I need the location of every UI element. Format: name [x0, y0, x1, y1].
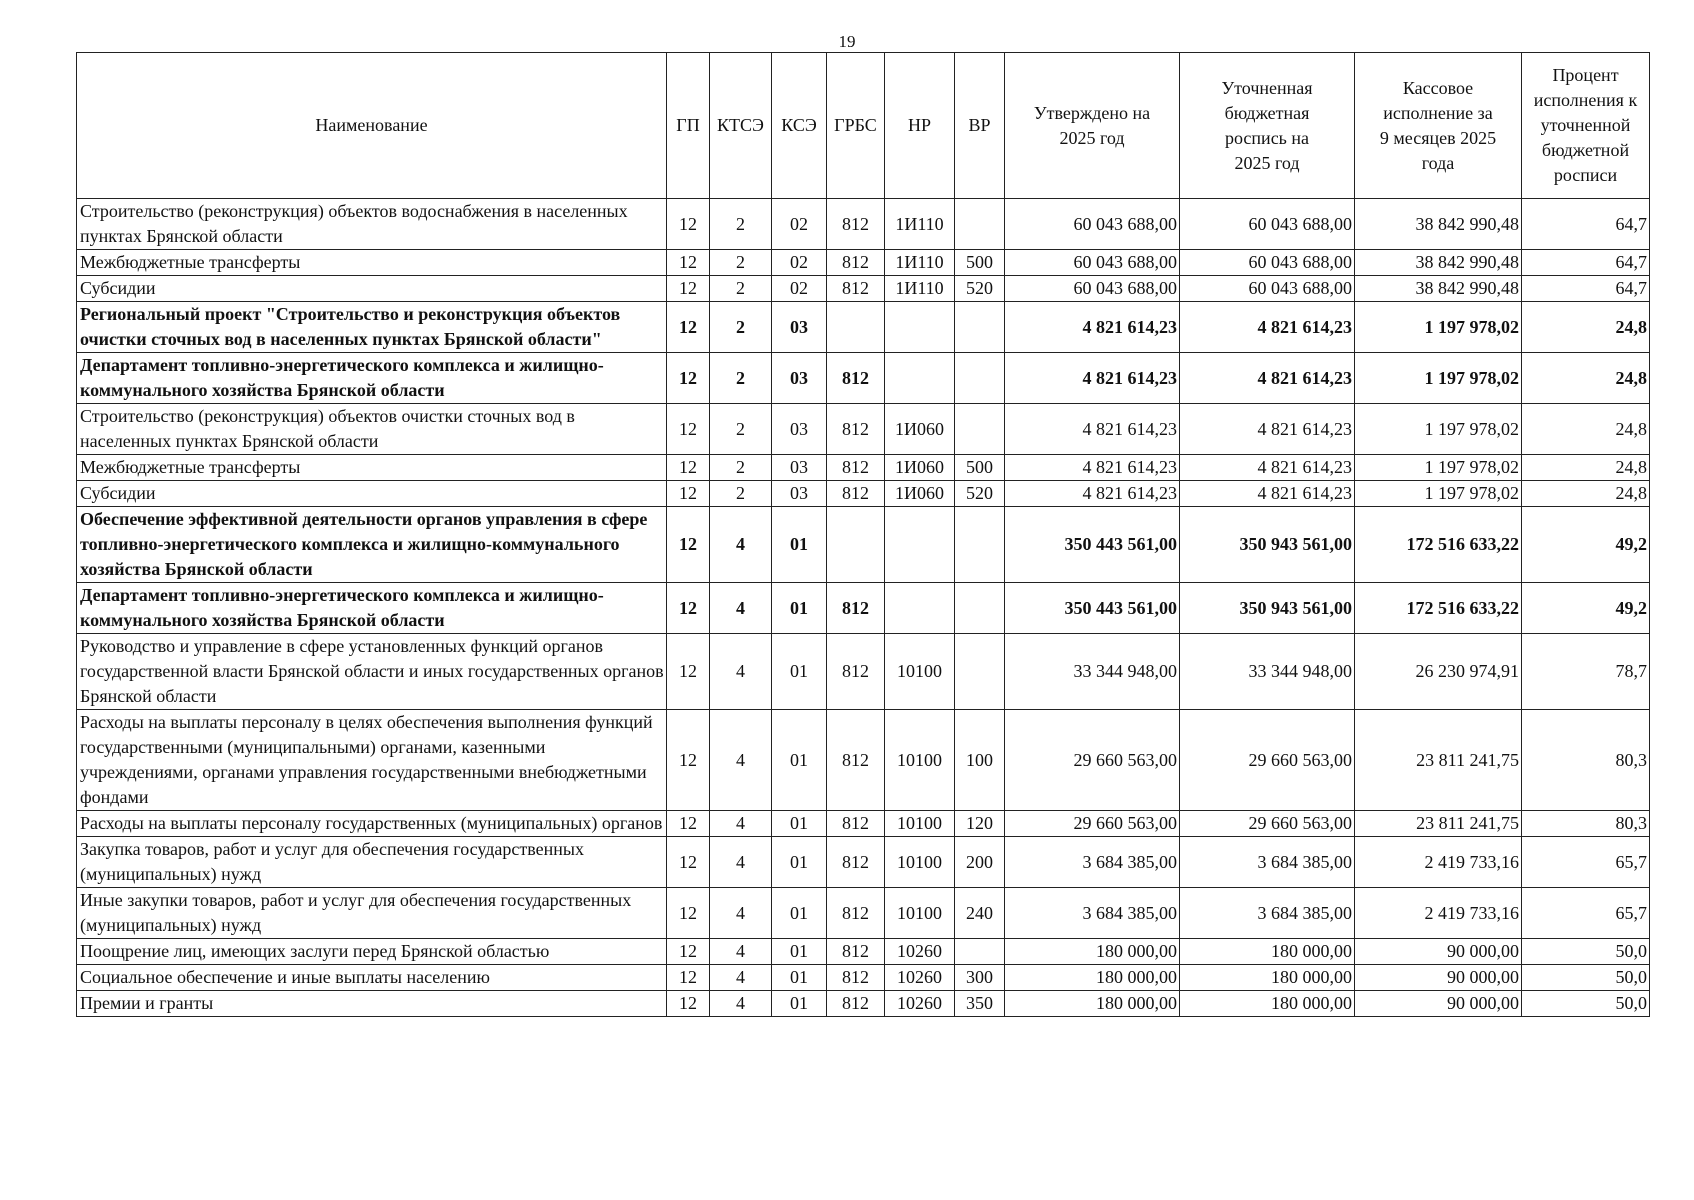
cell-grbs — [827, 507, 885, 583]
cell-name: Социальное обеспечение и иные выплаты населению — [77, 965, 667, 991]
cell-cash: 172 516 633,22 — [1355, 583, 1522, 634]
cell-revised: 180 000,00 — [1180, 939, 1355, 965]
cell-cash: 38 842 990,48 — [1355, 250, 1522, 276]
cell-approved: 350 443 561,00 — [1005, 583, 1180, 634]
header-percent: Процент исполнения к уточненной бюджетной росписи — [1522, 53, 1650, 199]
cell-vr — [955, 404, 1005, 455]
table-row — [77, 353, 1650, 404]
cell-name: Департамент топливно-энергетического комплекса и жилищно-коммунального хозяйства Брянской области — [77, 353, 667, 404]
cell-ktse: 4 — [710, 888, 772, 939]
cell-grbs: 812 — [827, 888, 885, 939]
cell-ktse: 4 — [710, 991, 772, 1017]
cell-approved: 4 821 614,23 — [1005, 404, 1180, 455]
cell-percent: 24,8 — [1522, 302, 1650, 353]
header-name: Наименование — [77, 53, 667, 199]
table-row — [77, 250, 1650, 276]
cell-gp: 12 — [667, 250, 710, 276]
cell-name: Межбюджетные трансферты — [77, 455, 667, 481]
cell-gp: 12 — [667, 583, 710, 634]
cell-grbs: 812 — [827, 250, 885, 276]
cell-name: Межбюджетные трансферты — [77, 250, 667, 276]
cell-percent: 64,7 — [1522, 199, 1650, 250]
cell-approved: 29 660 563,00 — [1005, 710, 1180, 811]
cell-gp: 12 — [667, 837, 710, 888]
cell-kse: 01 — [772, 710, 827, 811]
cell-nr: 10260 — [885, 939, 955, 965]
cell-gp: 12 — [667, 965, 710, 991]
cell-cash: 1 197 978,02 — [1355, 481, 1522, 507]
cell-kse: 01 — [772, 837, 827, 888]
cell-ktse: 2 — [710, 276, 772, 302]
cell-vr — [955, 583, 1005, 634]
cell-grbs: 812 — [827, 276, 885, 302]
cell-ktse: 4 — [710, 507, 772, 583]
table-body — [77, 199, 1650, 1017]
cell-approved: 180 000,00 — [1005, 991, 1180, 1017]
cell-grbs: 812 — [827, 353, 885, 404]
cell-kse: 01 — [772, 888, 827, 939]
table-row — [77, 199, 1650, 250]
cell-cash: 90 000,00 — [1355, 939, 1522, 965]
cell-vr: 500 — [955, 250, 1005, 276]
cell-ktse: 4 — [710, 811, 772, 837]
cell-nr — [885, 583, 955, 634]
cell-percent: 65,7 — [1522, 837, 1650, 888]
cell-vr: 350 — [955, 991, 1005, 1017]
header-nr: НР — [885, 53, 955, 199]
cell-ktse: 4 — [710, 939, 772, 965]
header-kse: КСЭ — [772, 53, 827, 199]
cell-vr — [955, 634, 1005, 710]
cell-percent: 64,7 — [1522, 276, 1650, 302]
table-header — [77, 53, 1650, 199]
header-cash: Кассовое исполнение за 9 месяцев 2025 года — [1355, 53, 1522, 199]
header-grbs: ГРБС — [827, 53, 885, 199]
cell-grbs: 812 — [827, 199, 885, 250]
cell-approved: 4 821 614,23 — [1005, 353, 1180, 404]
cell-grbs: 812 — [827, 837, 885, 888]
cell-revised: 4 821 614,23 — [1180, 404, 1355, 455]
cell-kse: 01 — [772, 634, 827, 710]
cell-gp: 12 — [667, 199, 710, 250]
cell-percent: 24,8 — [1522, 481, 1650, 507]
header-gp: ГП — [667, 53, 710, 199]
cell-nr — [885, 507, 955, 583]
cell-gp: 12 — [667, 939, 710, 965]
cell-name: Иные закупки товаров, работ и услуг для обеспечения государственных (муниципальных) нужд — [77, 888, 667, 939]
cell-ktse: 4 — [710, 837, 772, 888]
cell-approved: 180 000,00 — [1005, 965, 1180, 991]
cell-vr — [955, 939, 1005, 965]
cell-ktse: 2 — [710, 353, 772, 404]
cell-ktse: 4 — [710, 965, 772, 991]
cell-name: Расходы на выплаты персоналу государственных (муниципальных) органов — [77, 811, 667, 837]
cell-name: Поощрение лиц, имеющих заслуги перед Брянской областью — [77, 939, 667, 965]
table-row — [77, 634, 1650, 710]
cell-grbs: 812 — [827, 991, 885, 1017]
cell-percent: 78,7 — [1522, 634, 1650, 710]
cell-percent: 24,8 — [1522, 404, 1650, 455]
cell-gp: 12 — [667, 404, 710, 455]
cell-revised: 29 660 563,00 — [1180, 710, 1355, 811]
cell-ktse: 4 — [710, 710, 772, 811]
table-row — [77, 404, 1650, 455]
cell-revised: 350 943 561,00 — [1180, 583, 1355, 634]
cell-ktse: 2 — [710, 199, 772, 250]
cell-revised: 180 000,00 — [1180, 991, 1355, 1017]
cell-kse: 03 — [772, 353, 827, 404]
header-revised: Уточненная бюджетная роспись на 2025 год — [1180, 53, 1355, 199]
cell-approved: 4 821 614,23 — [1005, 481, 1180, 507]
cell-gp: 12 — [667, 353, 710, 404]
cell-percent: 49,2 — [1522, 583, 1650, 634]
cell-vr: 120 — [955, 811, 1005, 837]
cell-approved: 350 443 561,00 — [1005, 507, 1180, 583]
cell-nr: 1И060 — [885, 404, 955, 455]
cell-gp: 12 — [667, 991, 710, 1017]
cell-nr: 10100 — [885, 888, 955, 939]
cell-cash: 38 842 990,48 — [1355, 199, 1522, 250]
cell-nr: 10100 — [885, 634, 955, 710]
cell-gp: 12 — [667, 302, 710, 353]
cell-ktse: 2 — [710, 302, 772, 353]
cell-revised: 29 660 563,00 — [1180, 811, 1355, 837]
table-row — [77, 965, 1650, 991]
cell-grbs: 812 — [827, 481, 885, 507]
cell-vr: 500 — [955, 455, 1005, 481]
cell-kse: 02 — [772, 276, 827, 302]
cell-nr: 10100 — [885, 837, 955, 888]
cell-revised: 3 684 385,00 — [1180, 837, 1355, 888]
cell-approved: 4 821 614,23 — [1005, 302, 1180, 353]
cell-name: Департамент топливно-энергетического комплекса и жилищно-коммунального хозяйства Брянской области — [77, 583, 667, 634]
cell-kse: 01 — [772, 939, 827, 965]
budget-table — [76, 52, 1650, 1017]
table-row — [77, 811, 1650, 837]
cell-nr: 10100 — [885, 811, 955, 837]
cell-kse: 01 — [772, 507, 827, 583]
header-ktse: КТСЭ — [710, 53, 772, 199]
cell-cash: 1 197 978,02 — [1355, 455, 1522, 481]
cell-cash: 1 197 978,02 — [1355, 302, 1522, 353]
table-row — [77, 710, 1650, 811]
cell-ktse: 2 — [710, 404, 772, 455]
cell-vr: 520 — [955, 481, 1005, 507]
cell-gp: 12 — [667, 634, 710, 710]
table-row — [77, 583, 1650, 634]
cell-cash: 23 811 241,75 — [1355, 710, 1522, 811]
table-row — [77, 837, 1650, 888]
cell-nr: 10260 — [885, 991, 955, 1017]
cell-kse: 03 — [772, 455, 827, 481]
cell-cash: 38 842 990,48 — [1355, 276, 1522, 302]
cell-revised: 33 344 948,00 — [1180, 634, 1355, 710]
cell-kse: 03 — [772, 302, 827, 353]
cell-gp: 12 — [667, 507, 710, 583]
cell-cash: 1 197 978,02 — [1355, 353, 1522, 404]
cell-grbs: 812 — [827, 455, 885, 481]
cell-vr: 240 — [955, 888, 1005, 939]
table-row — [77, 991, 1650, 1017]
cell-name: Строительство (реконструкция) объектов очистки сточных вод в населенных пунктах Брянской области — [77, 404, 667, 455]
cell-percent: 64,7 — [1522, 250, 1650, 276]
cell-percent: 50,0 — [1522, 991, 1650, 1017]
cell-ktse: 2 — [710, 481, 772, 507]
cell-vr — [955, 353, 1005, 404]
cell-percent: 80,3 — [1522, 710, 1650, 811]
header-approved: Утверждено на 2025 год — [1005, 53, 1180, 199]
cell-nr: 10260 — [885, 965, 955, 991]
cell-kse: 01 — [772, 811, 827, 837]
cell-percent: 65,7 — [1522, 888, 1650, 939]
cell-percent: 50,0 — [1522, 965, 1650, 991]
table-row — [77, 939, 1650, 965]
cell-nr: 1И060 — [885, 455, 955, 481]
cell-revised: 4 821 614,23 — [1180, 481, 1355, 507]
cell-nr: 1И110 — [885, 250, 955, 276]
cell-name: Строительство (реконструкция) объектов водоснабжения в населенных пунктах Брянской области — [77, 199, 667, 250]
cell-vr: 300 — [955, 965, 1005, 991]
cell-percent: 24,8 — [1522, 353, 1650, 404]
table-row — [77, 302, 1650, 353]
cell-vr — [955, 199, 1005, 250]
cell-cash: 172 516 633,22 — [1355, 507, 1522, 583]
cell-approved: 4 821 614,23 — [1005, 455, 1180, 481]
cell-cash: 26 230 974,91 — [1355, 634, 1522, 710]
cell-grbs: 812 — [827, 710, 885, 811]
cell-kse: 02 — [772, 199, 827, 250]
cell-ktse: 4 — [710, 634, 772, 710]
cell-cash: 23 811 241,75 — [1355, 811, 1522, 837]
cell-vr: 100 — [955, 710, 1005, 811]
header-vr: ВР — [955, 53, 1005, 199]
cell-gp: 12 — [667, 276, 710, 302]
cell-vr — [955, 507, 1005, 583]
cell-kse: 01 — [772, 991, 827, 1017]
cell-revised: 350 943 561,00 — [1180, 507, 1355, 583]
cell-approved: 3 684 385,00 — [1005, 837, 1180, 888]
page-number: 19 — [838, 32, 856, 51]
cell-percent: 80,3 — [1522, 811, 1650, 837]
cell-revised: 3 684 385,00 — [1180, 888, 1355, 939]
cell-revised: 60 043 688,00 — [1180, 276, 1355, 302]
cell-nr: 1И110 — [885, 276, 955, 302]
cell-approved: 60 043 688,00 — [1005, 199, 1180, 250]
table-row — [77, 507, 1650, 583]
cell-percent: 24,8 — [1522, 455, 1650, 481]
cell-revised: 4 821 614,23 — [1180, 302, 1355, 353]
cell-name: Премии и гранты — [77, 991, 667, 1017]
cell-cash: 2 419 733,16 — [1355, 888, 1522, 939]
cell-kse: 03 — [772, 481, 827, 507]
cell-grbs: 812 — [827, 583, 885, 634]
cell-revised: 4 821 614,23 — [1180, 353, 1355, 404]
cell-name: Субсидии — [77, 481, 667, 507]
cell-name: Закупка товаров, работ и услуг для обеспечения государственных (муниципальных) нужд — [77, 837, 667, 888]
cell-grbs: 812 — [827, 965, 885, 991]
cell-grbs: 812 — [827, 939, 885, 965]
cell-approved: 180 000,00 — [1005, 939, 1180, 965]
cell-revised: 60 043 688,00 — [1180, 199, 1355, 250]
cell-name: Региональный проект "Строительство и реконструкция объектов очистки сточных вод в населенных пунктах Брянской области" — [77, 302, 667, 353]
cell-grbs — [827, 302, 885, 353]
cell-name: Расходы на выплаты персоналу в целях обеспечения выполнения функций государственными (муниципальными) органами, казенными учреждениями, органами управления государственными внебюджетными фондами — [77, 710, 667, 811]
table-row — [77, 276, 1650, 302]
cell-cash: 2 419 733,16 — [1355, 837, 1522, 888]
cell-ktse: 2 — [710, 250, 772, 276]
cell-kse: 03 — [772, 404, 827, 455]
cell-gp: 12 — [667, 888, 710, 939]
cell-nr — [885, 302, 955, 353]
cell-percent: 49,2 — [1522, 507, 1650, 583]
cell-ktse: 4 — [710, 583, 772, 634]
cell-cash: 90 000,00 — [1355, 991, 1522, 1017]
cell-nr: 1И060 — [885, 481, 955, 507]
header-row — [77, 53, 1650, 199]
cell-vr — [955, 302, 1005, 353]
cell-name: Обеспечение эффективной деятельности органов управления в сфере топливно-энергетического комплекса и жилищно-коммунального хозяйства Брянской области — [77, 507, 667, 583]
cell-kse: 02 — [772, 250, 827, 276]
cell-nr: 1И110 — [885, 199, 955, 250]
cell-revised: 60 043 688,00 — [1180, 250, 1355, 276]
cell-cash: 1 197 978,02 — [1355, 404, 1522, 455]
cell-name: Руководство и управление в сфере установленных функций органов государственной власти Брянской области и иных государственных органов Брянской области — [77, 634, 667, 710]
cell-approved: 3 684 385,00 — [1005, 888, 1180, 939]
cell-approved: 60 043 688,00 — [1005, 276, 1180, 302]
cell-approved: 29 660 563,00 — [1005, 811, 1180, 837]
table-row — [77, 455, 1650, 481]
cell-revised: 180 000,00 — [1180, 965, 1355, 991]
cell-gp: 12 — [667, 710, 710, 811]
cell-nr — [885, 353, 955, 404]
cell-percent: 50,0 — [1522, 939, 1650, 965]
table-row — [77, 481, 1650, 507]
cell-name: Субсидии — [77, 276, 667, 302]
cell-cash: 90 000,00 — [1355, 965, 1522, 991]
cell-revised: 4 821 614,23 — [1180, 455, 1355, 481]
cell-grbs: 812 — [827, 404, 885, 455]
cell-gp: 12 — [667, 455, 710, 481]
cell-gp: 12 — [667, 481, 710, 507]
cell-grbs: 812 — [827, 634, 885, 710]
table-row — [77, 888, 1650, 939]
cell-grbs: 812 — [827, 811, 885, 837]
cell-approved: 33 344 948,00 — [1005, 634, 1180, 710]
cell-kse: 01 — [772, 965, 827, 991]
cell-vr: 520 — [955, 276, 1005, 302]
cell-kse: 01 — [772, 583, 827, 634]
cell-vr: 200 — [955, 837, 1005, 888]
cell-gp: 12 — [667, 811, 710, 837]
cell-approved: 60 043 688,00 — [1005, 250, 1180, 276]
cell-nr: 10100 — [885, 710, 955, 811]
cell-ktse: 2 — [710, 455, 772, 481]
